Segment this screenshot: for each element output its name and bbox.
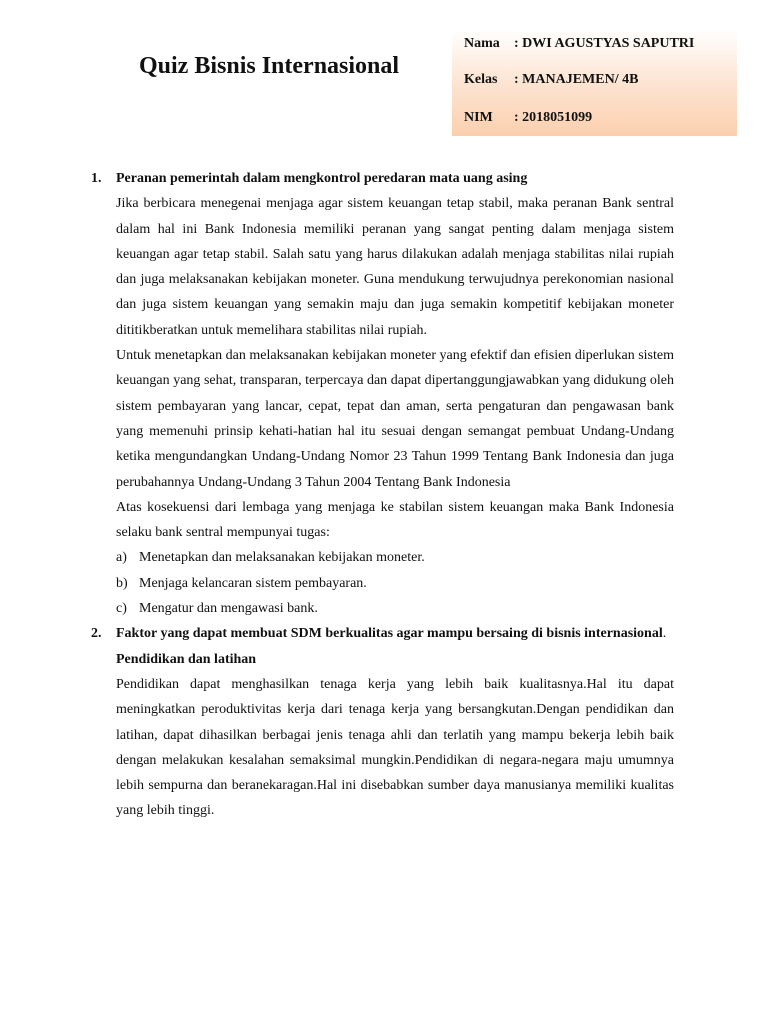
task-item [116, 571, 674, 596]
task-item [116, 545, 674, 570]
task-text: Menjaga kelancaran sistem pembayaran. [139, 575, 367, 591]
question-title [116, 621, 674, 646]
question-1 [91, 166, 674, 621]
info-row-nim [464, 110, 592, 126]
info-label-nama: Nama [464, 36, 500, 51]
info-label-kelas: Kelas [464, 72, 498, 87]
student-info-box [452, 30, 737, 136]
task-item [116, 596, 674, 621]
task-letter: b) [116, 575, 128, 591]
question-title-period: . [662, 626, 667, 642]
question-number: 1. [91, 171, 102, 186]
question-title-text: Faktor yang dapat membuat SDM berkualitas agar mampu bersaing di bisnis internasional [116, 626, 663, 642]
question-2 [91, 621, 674, 823]
info-value-nama: : DWI AGUSTYAS SAPUTRI [514, 36, 695, 51]
info-value-kelas: : MANAJEMEN/ 4B [514, 72, 639, 87]
answer-paragraph: Atas kosekuensi dari lembaga yang menjaga ke stabilan sistem keuangan maka Bank Indonesia selaku bank sentral mempunyai tugas: [116, 499, 674, 541]
answer-paragraph: Pendidikan dapat menghasilkan tenaga kerja yang lebih baik kualitasnya.Hal itu dapat meningkatkan peroduktivitas kerja dari tenaga kerja yang bersangkutan.Dengan pendidikan dan latihan, dapat dihasilkan berbagai jenis tenaga ahli dan terlatih yang mampu bekerja lebih baik dengan melakukan kesalahan semaksimal mungkin.Pendidikan di negara-negara maju umumnya lebih sempurna dan beranekaragan.Hal ini disebabkan sumber daya manusianya memiliki kualitas yang lebih tinggi. [116, 676, 674, 819]
task-text: Menetapkan dan melaksanakan kebijakan moneter. [139, 550, 425, 566]
task-letter: c) [116, 601, 127, 617]
info-row-kelas [464, 72, 638, 88]
task-list [116, 545, 674, 621]
info-value-nim: : 2018051099 [514, 110, 593, 125]
info-label-nim: NIM [464, 110, 493, 125]
question-number: 2. [91, 626, 102, 642]
answer-paragraph: Jika berbicara menegenai menjaga agar sistem keuangan tetap stabil, maka peranan Bank sentral dalam hal ini Bank Indonesia memiliki peranan yang sangat penting dalam menjaga sistem keuangan agar tetap stabil. Salah satu yang harus dilakukan adalah menjaga stabilitas nilai rupiah dan juga melaksanakan kebijakan moneter. Guna mendukung terwujudnya perekonomian nasional dan juga sistem keuangan yang semakin maju dan juga semakin kompetitif kebijakan moneter dititikberatkan untuk memelihara stabilitas nilai rupiah. [116, 196, 674, 338]
document-body [91, 166, 674, 824]
document-title: Quiz Bisnis Internasional [139, 53, 400, 79]
task-text: Mengatur dan mengawasi bank. [139, 601, 318, 617]
info-row-nama [464, 36, 694, 52]
question-title: Peranan pemerintah dalam mengkontrol peredaran mata uang asing [116, 171, 528, 186]
task-letter: a) [116, 550, 127, 566]
answer-subheading: Pendidikan dan latihan [116, 651, 257, 667]
answer-paragraph: Untuk menetapkan dan melaksanakan kebijakan moneter yang efektif dan efisien diperlukan sistem keuangan yang sehat, transparan, terpercaya dan dapat dipertanggungjawabkan yang didukung oleh sistem pembayaran yang lancar, cepat, tepat dan aman, serta pengaturan dan pengawasan bank yang memenuhi prinsip kehati-hatian hal itu sesuai dengan semangat pembuat Undang-Undang ketika mengundangkan Undang-Undang Nomor 23 Tahun 1999 Tentang Bank Indonesia dan juga perubahannya Undang-Undang 3 Tahun 2004 Tentang Bank Indonesia [116, 348, 674, 490]
